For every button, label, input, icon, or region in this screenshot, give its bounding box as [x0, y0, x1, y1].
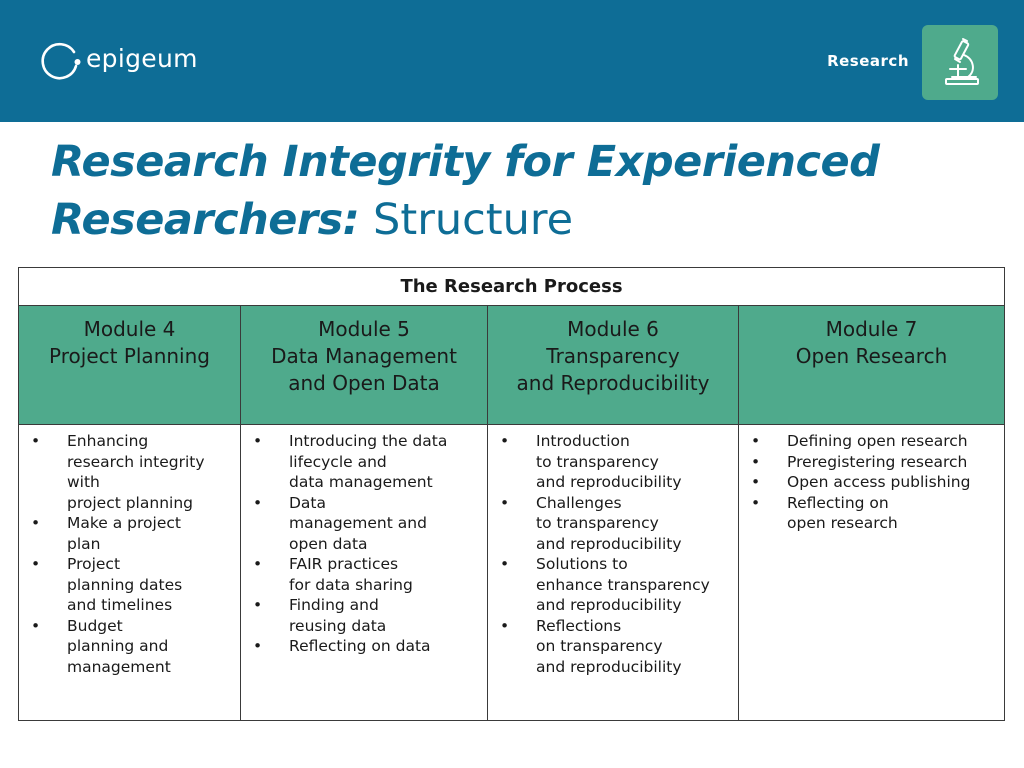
list-item-line: with — [67, 473, 100, 491]
list-item-line: • FAIR practices — [289, 555, 399, 573]
list-item-line: to transparency — [536, 452, 659, 471]
list-item — [496, 493, 730, 555]
list-item-line: open research — [787, 514, 898, 532]
list-item-line: for data sharing — [289, 575, 413, 594]
list-item-line: management — [67, 657, 171, 676]
module-subtitle: Project Planning — [49, 344, 210, 368]
category-label: Research — [827, 52, 909, 70]
list-item — [496, 554, 730, 616]
module-subtitle: and Reproducibility — [516, 371, 710, 395]
list-item — [27, 616, 232, 678]
list-item-line: • Project — [67, 555, 121, 573]
list-item-line: research integrity — [67, 452, 205, 471]
module-7-header — [739, 306, 1005, 425]
list-item — [249, 636, 479, 657]
list-item-line: • Budget — [67, 616, 123, 635]
module-6-header — [488, 306, 739, 425]
list-item — [747, 431, 996, 452]
header-banner — [0, 0, 1024, 122]
module-4-header — [19, 306, 241, 425]
list-item-line: project planning — [67, 493, 193, 512]
list-item-line: and timelines — [67, 596, 173, 614]
list-item-line: plan — [67, 534, 101, 553]
module-4-topics — [19, 425, 241, 721]
list-item-line: • Open access publishing — [787, 473, 971, 491]
page-title — [51, 133, 991, 249]
module-name: Module 5 — [318, 317, 410, 341]
module-name: Module 7 — [825, 317, 918, 341]
list-item — [27, 513, 232, 554]
list-item-line: • Defining open research — [787, 432, 968, 450]
module-7-topics — [739, 425, 1005, 721]
list-item-line: management and — [289, 514, 427, 532]
list-item-line: • Make a project — [67, 514, 181, 532]
list-item — [496, 616, 730, 678]
list-item-line: • Enhancing — [67, 432, 149, 450]
module-name: Module 6 — [567, 317, 659, 341]
list-item-line: on transparency — [536, 637, 663, 655]
brand-name: epigeum — [86, 43, 198, 73]
list-item-line: • Reflecting on — [787, 493, 889, 512]
microscope-icon — [936, 37, 984, 89]
list-item-line: • Challenges — [536, 493, 622, 512]
list-item-line: • Data — [289, 493, 327, 512]
list-item — [27, 554, 232, 616]
category-badge — [922, 25, 998, 100]
list-item-line: • Introducing the data — [289, 432, 448, 450]
module-subtitle: Data Management — [271, 344, 457, 368]
list-item — [27, 431, 232, 513]
module-5-topics — [241, 425, 488, 721]
module-5-header — [241, 306, 488, 425]
list-item-line: open data — [289, 534, 368, 553]
module-6-topics — [488, 425, 739, 721]
list-item-line: • Reflections — [536, 616, 622, 635]
module-subtitle: and Open Data — [288, 371, 440, 395]
list-item-line: enhance transparency — [536, 575, 710, 594]
list-item — [249, 595, 479, 636]
list-item — [249, 493, 479, 555]
list-item — [747, 472, 996, 493]
list-item — [249, 554, 479, 595]
brand-logo[interactable] — [40, 40, 198, 82]
title-main: Research Integrity for Experienced Researchers: — [51, 137, 880, 245]
list-item-line: and reproducibility — [536, 657, 682, 676]
list-item-line: planning and — [67, 637, 169, 655]
list-item — [249, 431, 479, 493]
module-subtitle: Transparency — [546, 344, 680, 368]
list-item — [747, 493, 996, 534]
list-item-line: • Introduction — [536, 432, 630, 450]
list-item-line: and reproducibility — [536, 534, 682, 553]
epigeum-logo-icon — [40, 40, 82, 82]
list-item-line: and reproducibility — [536, 596, 682, 614]
list-item-line: • Preregistering research — [787, 452, 968, 471]
list-item — [747, 452, 996, 473]
list-item-line: data management — [289, 473, 433, 491]
list-item-line: • Solutions to — [536, 555, 628, 573]
list-item-line: planning dates — [67, 575, 183, 594]
list-item-line: • Finding and — [289, 596, 379, 614]
table-header: The Research Process — [19, 268, 1005, 306]
module-subtitle: Open Research — [795, 344, 948, 368]
list-item-line: reusing data — [289, 616, 387, 635]
structure-table — [18, 267, 1005, 721]
title-suffix: Structure — [373, 195, 574, 245]
list-item-line: lifecycle and — [289, 452, 387, 471]
list-item — [496, 431, 730, 493]
list-item-line: to transparency — [536, 514, 659, 532]
list-item-line: • Reflecting on data — [289, 637, 431, 655]
module-name: Module 4 — [83, 317, 176, 341]
list-item-line: and reproducibility — [536, 473, 682, 491]
